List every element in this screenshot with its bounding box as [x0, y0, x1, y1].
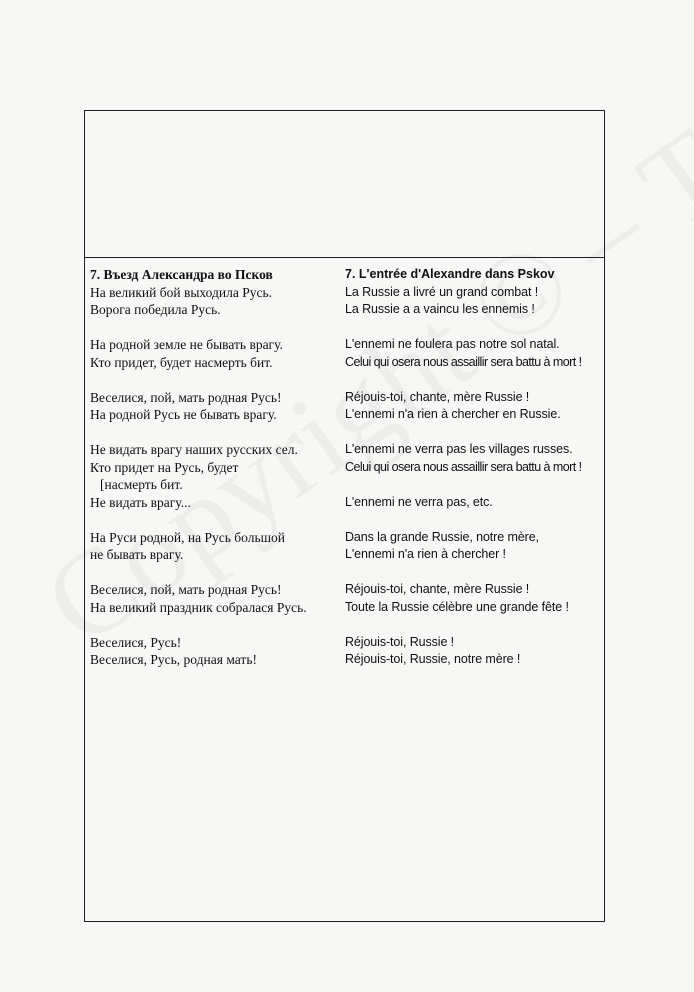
verse-line: Réjouis-toi, chante, mère Russie !	[345, 389, 530, 404]
stanza-2	[90, 336, 340, 371]
verse-line: L'ennemi ne verra pas les villages russes.	[345, 442, 573, 456]
verse-line: L'ennemi n'a rien à chercher !	[345, 547, 506, 561]
verse-line: На великий бой выходила Русь.	[90, 284, 272, 300]
verse-line: Toute la Russie célèbre une grande fête !	[345, 599, 569, 614]
stanza-1	[345, 284, 607, 319]
verse-line: Réjouis-toi, Russie !	[345, 634, 455, 649]
verse-line: L'ennemi ne foulera pas notre sol natal.	[345, 337, 560, 351]
stanza-6	[90, 581, 340, 616]
stanza-5	[90, 529, 340, 564]
stanza-6	[345, 581, 607, 616]
verse-line: Réjouis-toi, chante, mère Russie !	[345, 582, 530, 596]
stanza-1	[90, 284, 340, 319]
verse-line: Ворога победила Русь.	[90, 302, 221, 317]
russian-column	[90, 266, 340, 686]
verse-line: La Russie a livré un grand combat !	[345, 284, 539, 299]
header-divider	[85, 257, 604, 258]
verse-line: Réjouis-toi, Russie, notre mère !	[345, 652, 521, 666]
verse-line: На великий праздник собралася Русь.	[90, 599, 307, 615]
verse-line: Кто придет, будет насмерть бит.	[90, 354, 273, 370]
verse-line: L'ennemi n'a rien à chercher en Russie.	[345, 407, 561, 421]
verse-line: [насмерть бит.	[100, 477, 183, 492]
french-heading: 7. L'entrée d'Alexandre dans Pskov	[345, 267, 555, 281]
verse-line: Не видать врагу...	[90, 494, 191, 510]
stanza-2	[345, 336, 607, 371]
stanza-4	[345, 441, 607, 511]
stanza-4	[90, 441, 340, 511]
russian-heading: 7. Въезд Александра во Псков	[90, 267, 273, 282]
verse-line: На Руси родной, на Русь большой	[90, 529, 285, 545]
verse-line: Celui qui osera nous assaillir sera battu à mort !	[345, 354, 582, 369]
verse-line: Веселися, Русь!	[90, 634, 182, 650]
stanza-7	[345, 634, 607, 669]
verse-line: Кто придет на Русь, будет	[90, 459, 239, 475]
stanza-7	[90, 634, 340, 669]
french-column	[345, 266, 607, 686]
verse-line: Веселися, пой, мать родная Русь!	[90, 389, 282, 405]
verse-line: Не видать врагу наших русских сел.	[90, 442, 298, 457]
verse-line: Celui qui osera nous assaillir sera battu à mort !	[345, 459, 582, 474]
stanza-3	[90, 389, 340, 424]
verse-line: L'ennemi ne verra pas, etc.	[345, 494, 493, 509]
verse-line: Dans la grande Russie, notre mère,	[345, 529, 539, 544]
verse-line: На родной Русь не бывать врагу.	[90, 407, 277, 422]
verse-line: Веселися, Русь, родная мать!	[90, 652, 257, 667]
stanza-5	[345, 529, 607, 564]
verse-line: не бывать врагу.	[90, 547, 184, 562]
stanza-3	[345, 389, 607, 424]
verse-line: Веселися, пой, мать родная Русь!	[90, 582, 282, 597]
verse-line	[345, 476, 607, 494]
page-frame	[84, 110, 605, 922]
verse-line: La Russie a a vaincu les ennemis !	[345, 302, 535, 316]
verse-line: На родной земле не бывать врагу.	[90, 337, 283, 352]
